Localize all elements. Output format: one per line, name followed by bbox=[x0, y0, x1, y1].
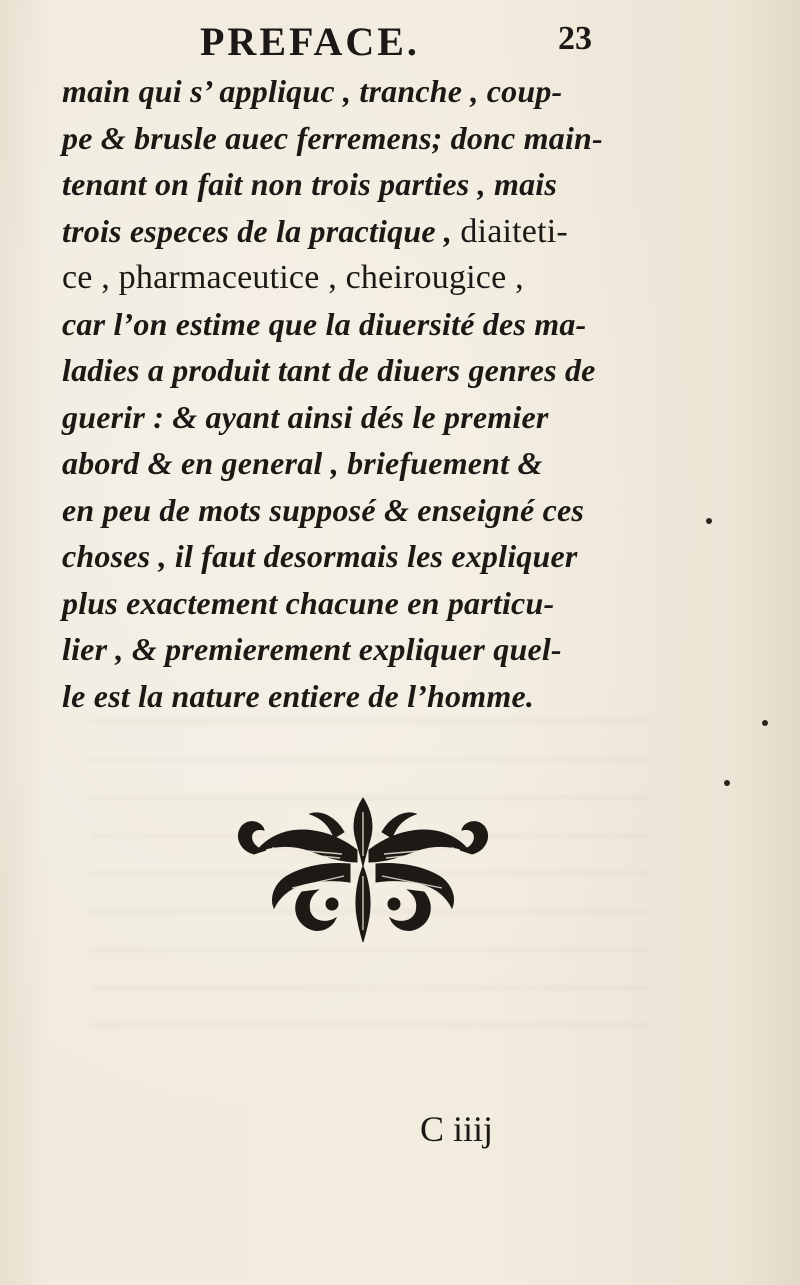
text-segment: guerir : & ayant ainsi dés le premier bbox=[62, 398, 549, 435]
text-segment: choses , il faut desormais les expliquer bbox=[62, 538, 578, 574]
text-segment: ladies a produit tant de diuers genres de bbox=[62, 352, 596, 388]
body-text bbox=[62, 68, 632, 719]
text-segment: tenant on fait non trois parties , mais bbox=[62, 166, 558, 202]
text-line bbox=[62, 580, 632, 627]
text-line bbox=[62, 626, 632, 673]
text-line bbox=[62, 115, 632, 162]
text-line bbox=[62, 68, 632, 115]
text-line bbox=[62, 673, 632, 720]
text-line bbox=[62, 533, 632, 580]
text-line bbox=[62, 161, 632, 208]
text-line bbox=[62, 440, 632, 487]
page-number: 23 bbox=[558, 20, 592, 57]
text-segment: lier , & premierement expliquer quel- bbox=[62, 631, 562, 667]
text-segment: abord & en general , briefuement & bbox=[62, 445, 543, 481]
text-segment: ce , pharmaceutice , cheirougice , bbox=[62, 259, 524, 296]
text-line bbox=[62, 301, 632, 348]
text-segment: le est la nature entiere de l’homme. bbox=[62, 677, 535, 714]
text-segment: trois especes de la practique , bbox=[62, 212, 461, 249]
text-segment: car l’on estime que la diuersité des ma- bbox=[62, 305, 587, 342]
text-segment: diaiteti- bbox=[460, 212, 568, 250]
text-line bbox=[62, 487, 632, 534]
running-title: PREFACE. bbox=[200, 19, 420, 64]
text-line bbox=[62, 347, 632, 394]
ink-speck bbox=[706, 518, 712, 524]
text-line bbox=[62, 208, 632, 255]
ink-speck bbox=[724, 780, 730, 786]
text-segment: pe & brusle auec ferremens; donc main- bbox=[62, 119, 603, 156]
fleuron-ornament-icon bbox=[232, 792, 494, 944]
text-segment: plus exactement chacune en particu- bbox=[62, 584, 555, 621]
ink-speck bbox=[762, 720, 768, 726]
text-line bbox=[62, 394, 632, 441]
text-line bbox=[62, 254, 632, 301]
page-header bbox=[0, 18, 800, 66]
text-segment: main qui s’ appliquc , tranche , coup- bbox=[62, 73, 563, 109]
signature-mark: C iiij bbox=[420, 1109, 494, 1149]
text-segment: en peu de mots supposé & enseigné ces bbox=[62, 491, 585, 528]
